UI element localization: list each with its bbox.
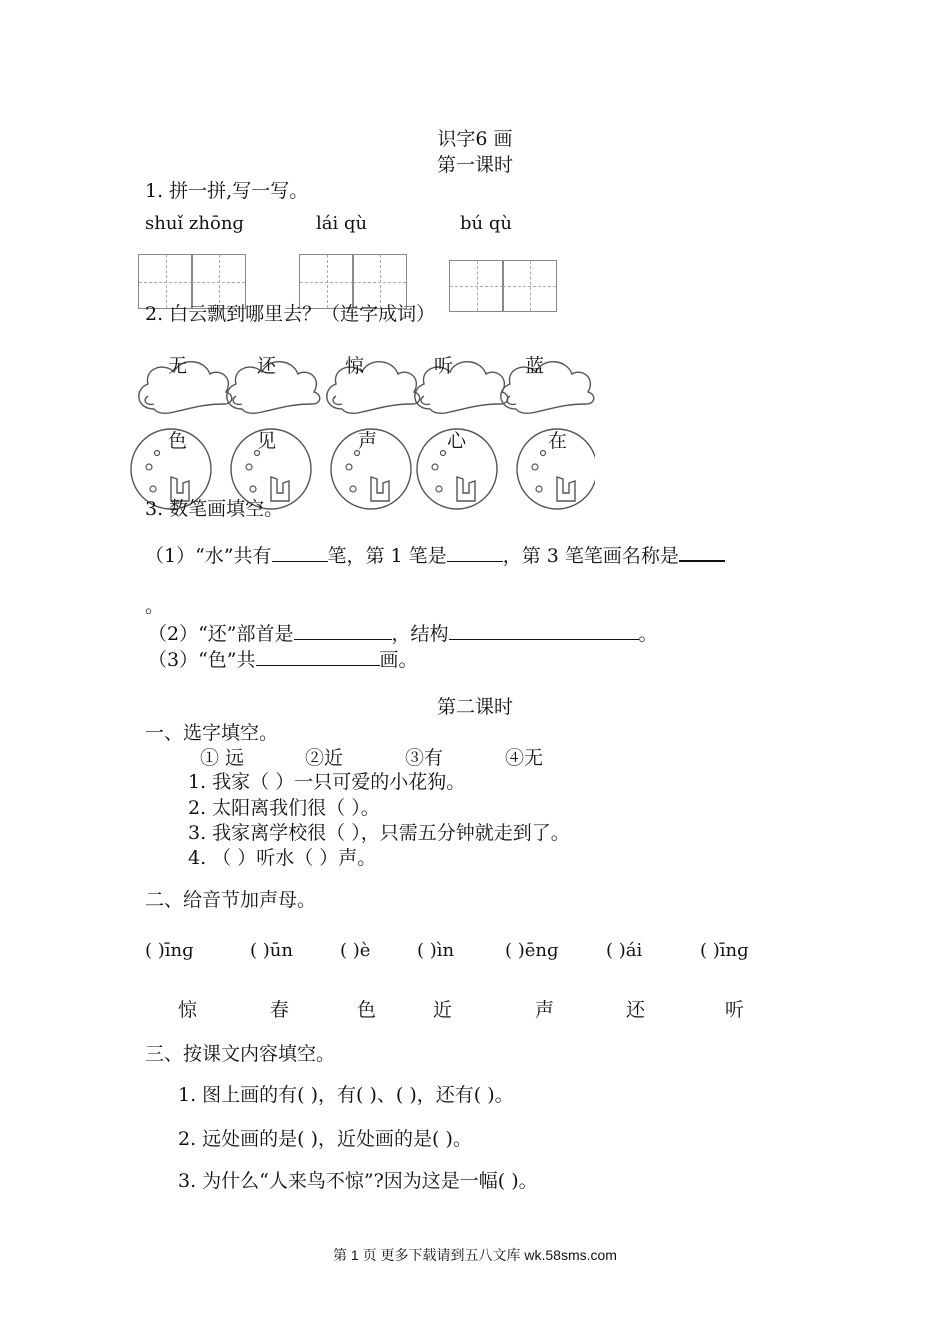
q3-line1-text-a: （1）“水”共有 <box>145 545 272 567</box>
s3-item-1: 1. 图上画的有( )，有( )、( )，还有( )。 <box>178 1084 514 1106</box>
syllable-7: ( )īnɡ <box>700 940 749 961</box>
pinyin-3: bú qù <box>460 213 512 234</box>
q1-label: 1. 拼一拼,写一写。 <box>145 180 309 202</box>
q3-line3-text-a: （3）“色”共 <box>148 649 256 671</box>
cloud-icon[interactable] <box>415 362 508 414</box>
cloud-char-1: 无 <box>168 355 188 377</box>
q3-line1-end: 。 <box>145 595 165 617</box>
s1-label: 一、选字填空。 <box>145 722 279 744</box>
q3-line3-end: 画。 <box>379 649 418 671</box>
syllable-5: ( )ēnɡ <box>505 940 559 961</box>
q3-line-2 <box>148 619 658 646</box>
writing-grid-cell[interactable] <box>449 260 504 312</box>
q3-label: 3. 数笔画填空。 <box>145 498 284 520</box>
answer-blank[interactable] <box>449 620 639 640</box>
s2-char-2: 春 <box>270 999 290 1021</box>
s2-char-3: 色 <box>357 999 377 1021</box>
cloud-icon[interactable] <box>327 362 420 414</box>
lesson1-heading: 第一课时 <box>436 154 513 176</box>
syllable-2: ( )ūn <box>250 940 293 961</box>
s1-option-3: ③有 <box>405 747 444 769</box>
s2-label: 二、给音节加声母。 <box>145 889 317 911</box>
cloud-char-2: 还 <box>257 355 277 377</box>
answer-blank[interactable] <box>272 542 328 562</box>
s2-char-7: 听 <box>725 999 745 1021</box>
q2-label: 2. 白云飘到哪里去？（连字成词） <box>145 303 436 325</box>
circle-char-3: 声 <box>358 430 378 452</box>
s1-option-4: ④无 <box>505 747 544 769</box>
page-title: 识字6 画 <box>437 128 513 150</box>
answer-blank[interactable] <box>679 541 725 562</box>
circle-char-4: 心 <box>447 430 467 452</box>
answer-blank[interactable] <box>256 646 380 666</box>
q3-line-3 <box>148 645 418 672</box>
answer-blank[interactable] <box>294 620 392 640</box>
s2-char-4: 近 <box>433 999 453 1021</box>
s2-char-1: 惊 <box>178 999 198 1021</box>
s1-item-4: 4. （ ）听水（ ）声。 <box>188 847 377 869</box>
circle-char-1: 色 <box>168 430 188 452</box>
pinyin-1: shuǐ zhōnɡ <box>145 213 244 234</box>
circle-char-5: 在 <box>548 430 568 452</box>
s3-item-2: 2. 远处画的是( )，近处画的是( )。 <box>178 1128 472 1150</box>
q3-line2-text-b: ，结构 <box>391 623 449 645</box>
syllable-4: ( )ìn <box>417 940 455 961</box>
circle-char-2: 见 <box>257 430 277 452</box>
s1-item-3: 3. 我家离学校很（ ），只需五分钟就走到了。 <box>188 822 570 844</box>
answer-blank[interactable] <box>447 542 503 562</box>
page-footer: 第 1 页 更多下载请到五八文库 wk.58sms.com <box>333 1247 617 1263</box>
cloud-char-3: 惊 <box>345 355 365 377</box>
cloud-char-5: 蓝 <box>525 355 545 377</box>
s2-char-5: 声 <box>535 999 555 1021</box>
s1-option-1: ① 远 <box>200 747 245 769</box>
s1-item-1: 1. 我家（ ）一只可爱的小花狗。 <box>188 771 466 793</box>
writing-grid-cell[interactable] <box>502 260 557 312</box>
syllable-1: ( )īnɡ <box>145 940 194 961</box>
cloud-char-4: 听 <box>434 355 454 377</box>
cloud-icon[interactable] <box>501 362 594 414</box>
q3-line2-text-a: （2）“还”部首是 <box>148 623 294 645</box>
q3-line1-text-c: ，第 3 笔笔画名称是 <box>502 545 679 567</box>
pinyin-2: lái qù <box>316 213 368 234</box>
q3-line1-text-b: 笔，第 1 笔是 <box>327 545 447 567</box>
s3-label: 三、按课文内容填空。 <box>145 1043 336 1065</box>
s1-option-2: ②近 <box>305 747 344 769</box>
q3-line2-end: 。 <box>638 623 658 645</box>
s3-item-3: 3. 为什么“人来鸟不惊”?因为这是一幅( )。 <box>178 1170 538 1192</box>
s2-char-6: 还 <box>626 999 646 1021</box>
s1-item-2: 2. 太阳离我们很（ ）。 <box>188 797 380 819</box>
lesson2-heading: 第二课时 <box>436 696 513 718</box>
syllable-6: ( )ái <box>606 940 643 961</box>
q3-line-1 <box>145 541 725 568</box>
syllable-3: ( )è <box>340 940 371 961</box>
